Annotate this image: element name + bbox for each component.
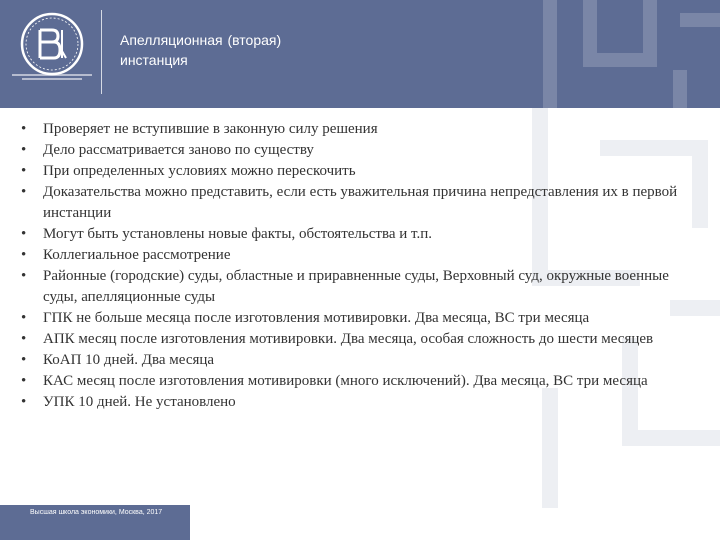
bullet-icon: • <box>21 352 27 368</box>
page-title: Апелляционная (вторая) инстанция <box>120 32 282 68</box>
list-item-text: При определенных условиях можно перескочить <box>43 163 356 179</box>
footer-text: Высшая школа экономики, Москва, 2017 <box>30 509 163 516</box>
content-area <box>21 119 701 413</box>
bullet-icon: • <box>21 247 27 263</box>
list-item-text: КоАП 10 дней. Два месяца <box>43 352 215 368</box>
list-item <box>21 119 701 140</box>
list-item-text: АПК месяц после изготовления мотивировки. Два месяца, особая сложность до шести месяцев <box>43 331 654 347</box>
bullet-icon: • <box>21 268 27 284</box>
header-divider <box>101 10 102 94</box>
bullet-icon: • <box>21 373 27 389</box>
bullet-list <box>21 119 701 413</box>
bullet-icon: • <box>21 226 27 242</box>
bullet-icon: • <box>21 310 27 326</box>
list-item-text: Могут быть установлены новые факты, обстоятельства и т.п. <box>43 226 432 242</box>
list-item <box>21 371 701 392</box>
watermark-pattern-icon <box>530 0 720 108</box>
list-item <box>21 329 701 350</box>
logo-caption-lines <box>6 72 98 86</box>
header-bar <box>0 0 720 108</box>
list-item-text: УПК 10 дней. Не установлено <box>43 394 236 410</box>
list-item-text: Доказательства можно представить, если есть уважительная причина непредставления их в первой инстанции <box>43 184 678 221</box>
bullet-icon: • <box>21 142 27 158</box>
bullet-icon: • <box>21 121 27 137</box>
list-item <box>21 266 701 308</box>
list-item <box>21 308 701 329</box>
bullet-icon: • <box>21 394 27 410</box>
list-item-text: ГПК не больше месяца после изготовления мотивировки. Два месяца, ВС три месяца <box>43 310 590 326</box>
list-item <box>21 245 701 266</box>
list-item <box>21 224 701 245</box>
bullet-icon: • <box>21 184 27 200</box>
bullet-icon: • <box>21 163 27 179</box>
list-item-text: Коллегиальное рассмотрение <box>43 247 231 263</box>
list-item <box>21 140 701 161</box>
list-item <box>21 161 701 182</box>
list-item <box>21 392 701 413</box>
list-item <box>21 350 701 371</box>
list-item-text: Дело рассматривается заново по существу <box>43 142 314 158</box>
list-item-text: Проверяет не вступившие в законную силу решения <box>43 121 378 137</box>
list-item-text: Районные (городские) суды, областные и приравненные суды, Верховный суд, окружные военные суды, апелляционные суды <box>43 268 669 305</box>
list-item-text: КАС месяц после изготовления мотивировки (много исключений). Два месяца, ВС три месяца <box>43 373 648 389</box>
bullet-icon: • <box>21 331 27 347</box>
list-item <box>21 182 701 224</box>
